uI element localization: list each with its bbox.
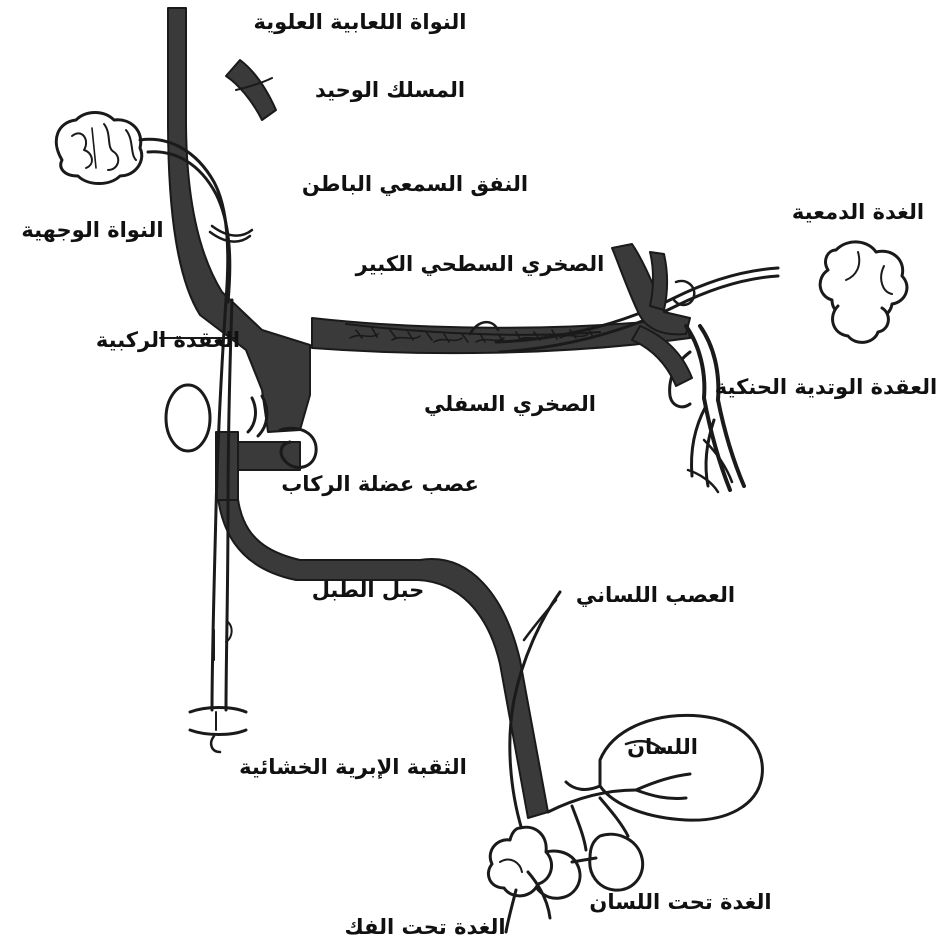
label-superior-salivatory-nucleus: النواة اللعابية العلوية bbox=[253, 10, 467, 34]
label-sublingual-gland: الغدة تحت اللسان bbox=[589, 890, 772, 914]
facial-nucleus-shape bbox=[56, 113, 141, 184]
lacrimal-gland-shape bbox=[820, 242, 907, 342]
label-nerve-to-stapedius: عصب عضلة الركاب bbox=[281, 472, 479, 496]
label-chorda-tympani: حبل الطبل bbox=[311, 578, 425, 602]
label-lacrimal-gland: الغدة الدمعية bbox=[791, 200, 925, 224]
label-tongue: اللسان bbox=[627, 735, 698, 759]
label-lesser-petrosal: الصخري السفلي bbox=[424, 392, 596, 416]
geniculate-ganglion-shape bbox=[166, 385, 210, 451]
stylomastoid-foramen-shape bbox=[190, 708, 246, 753]
label-greater-superficial-petrosal: الصخري السطحي الكبير bbox=[355, 252, 605, 276]
upper-right-branch bbox=[612, 244, 690, 334]
label-solitary-tract: المسلك الوحيد bbox=[314, 78, 466, 102]
label-geniculate-ganglion: العقدة الركبية bbox=[95, 328, 241, 352]
tongue-shape bbox=[566, 715, 762, 820]
label-stylomastoid-foramen: الثقبة الإبرية الخشائية bbox=[239, 755, 467, 779]
pterygopalatine-branches bbox=[670, 326, 744, 492]
label-internal-acoustic-meatus: النفق السمعي الباطن bbox=[301, 172, 529, 196]
label-pterygopalatine-ganglion: العقدة الوتدية الحنكية bbox=[714, 375, 938, 399]
leader-lines bbox=[160, 78, 556, 640]
label-lingual-nerve: العصب اللساني bbox=[575, 583, 736, 607]
label-facial-nucleus: النواة الوجهية bbox=[21, 218, 164, 242]
label-submandibular-gland: الغدة تحت الفك bbox=[344, 915, 506, 938]
